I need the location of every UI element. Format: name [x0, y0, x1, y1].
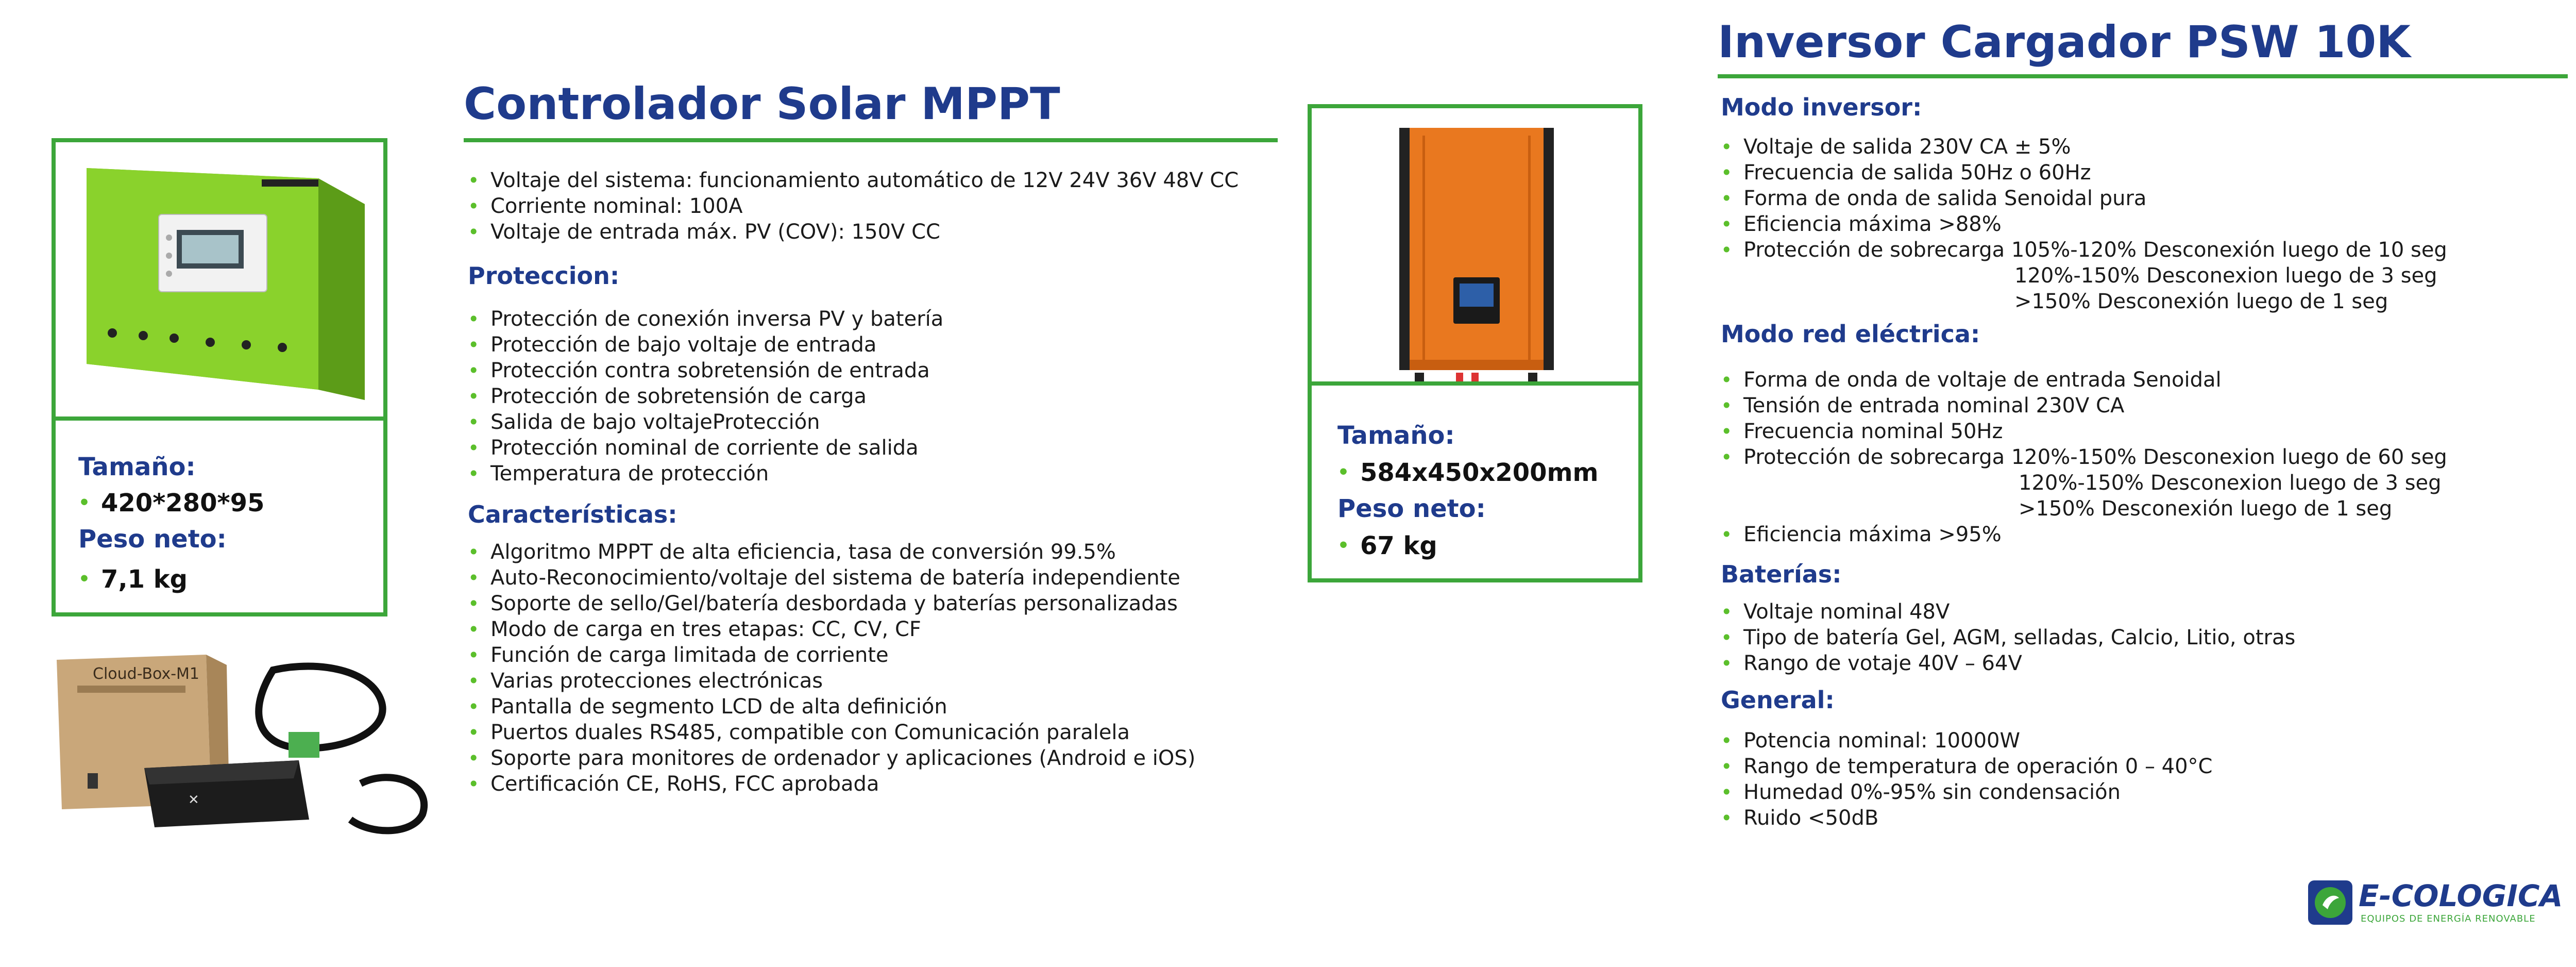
grid-mode-list	[1721, 367, 2447, 547]
logo-name: E-COLOGICA	[2359, 878, 2563, 913]
list-item: • Temperatura de protección	[468, 461, 943, 487]
inverter-drawing	[1394, 123, 1559, 386]
list-item: • Voltaje de salida 230V CA ± 5%	[1721, 134, 2447, 160]
list-item: • Rango de votaje 40V – 64V	[1721, 651, 2295, 676]
list-item: • Voltaje nominal 48V	[1721, 599, 2295, 625]
list-item: • Soporte para monitores de ordenador y aplicaciones (Android e iOS)	[468, 745, 1195, 771]
list-item: • Voltaje del sistema: funcionamiento automático de 12V 24V 36V 48V CC	[468, 168, 1239, 193]
list-item: • Protección de sobretensión de carga	[468, 384, 943, 409]
list-item: • Frecuencia nominal 50Hz	[1721, 419, 2447, 444]
inverter-image	[1394, 123, 1559, 386]
protection-heading: Proteccion:	[468, 262, 620, 290]
list-item: • Corriente nominal: 100A	[468, 193, 1239, 219]
logo-mark-icon	[2307, 879, 2353, 926]
list-item: • Algoritmo MPPT de alta eficiencia, tasa de conversión 99.5%	[468, 539, 1195, 565]
list-item: >150% Desconexión luego de 1 seg	[2014, 290, 2388, 313]
list-item: • Voltaje de entrada máx. PV (COV): 150V CC	[468, 219, 1239, 245]
list-item: • Modo de carga en tres etapas: CC, CV, CF	[468, 616, 1195, 642]
list-item: • Protección contra sobretensión de entrada	[468, 358, 943, 384]
controller-size-value: • 420*280*95	[78, 488, 264, 519]
list-item: • Tensión de entrada nominal 230V CA	[1721, 393, 2447, 419]
list-item: • Protección nominal de corriente de salida	[468, 435, 943, 461]
ecologica-logo	[2307, 876, 2563, 930]
inverter-weight-label: Peso neto:	[1337, 494, 1486, 523]
controller-size-label: Tamaño:	[78, 453, 196, 481]
controller-weight-value: • 7,1 kg	[78, 564, 264, 595]
general-heading: General:	[1721, 686, 1835, 714]
list-item: • Humedad 0%-95% sin condensación	[1721, 779, 2213, 805]
cloud-box-label: Cloud-Box-M1	[93, 665, 200, 683]
protection-list	[468, 306, 943, 487]
features-heading: Características:	[468, 501, 677, 528]
inverter-mode-list	[1721, 134, 2447, 314]
batteries-heading: Baterías:	[1721, 560, 1842, 588]
list-item: • Pantalla de segmento LCD de alta definición	[468, 694, 1195, 720]
list-item: • Protección de sobrecarga 105%-120% Desconexión luego de 10 seg	[1721, 237, 2447, 263]
list-item: • Tipo de batería Gel, AGM, selladas, Calcio, Litio, otras	[1721, 625, 2295, 651]
list-item: • Auto-Reconocimiento/voltaje del sistema de batería independiente	[468, 565, 1195, 591]
inverter-size-label: Tamaño:	[1337, 421, 1455, 450]
list-item: 120%-150% Desconexion luego de 3 seg	[2014, 264, 2437, 288]
inverter-product-card	[1308, 104, 1642, 582]
list-item: • Varias protecciones electrónicas	[468, 668, 1195, 694]
controller-title-rule	[464, 138, 1278, 142]
controller-weight-label: Peso neto:	[78, 525, 227, 554]
controller-title: Controlador Solar MPPT	[464, 78, 1060, 130]
controller-image	[76, 158, 365, 400]
list-item: • Función de carga limitada de corriente	[468, 642, 1195, 668]
list-item: • Eficiencia máxima >95%	[1721, 522, 2447, 547]
list-item: • Puertos duales RS485, compatible con Comunicación paralela	[468, 720, 1195, 745]
list-item: • Protección de conexión inversa PV y batería	[468, 306, 943, 332]
inverter-title-rule	[1718, 74, 2568, 78]
list-item: • Forma de onda de salida Senoidal pura	[1721, 186, 2447, 211]
inverter-mode-heading: Modo inversor:	[1721, 93, 1922, 121]
list-item: • Salida de bajo voltajeProtección	[468, 409, 943, 435]
list-item: • Certificación CE, RoHS, FCC aprobada	[468, 771, 1195, 797]
list-item: • Rango de temperatura de operación 0 – 40°C	[1721, 754, 2213, 779]
list-item: • Potencia nominal: 10000W	[1721, 728, 2213, 754]
controller-drawing	[76, 158, 365, 400]
features-list	[468, 539, 1195, 797]
list-item: 120%-150% Desconexion luego de 3 seg	[2019, 471, 2442, 495]
controller-product-card	[52, 138, 387, 616]
cloud-box-image	[52, 649, 443, 845]
svg-text:✕: ✕	[188, 792, 199, 808]
inverter-title: Inversor Cargador PSW 10K	[1718, 16, 2411, 68]
list-item: • Forma de onda de voltaje de entrada Senoidal	[1721, 367, 2447, 393]
list-item: • Protección de sobrecarga 120%-150% Desconexion luego de 60 seg	[1721, 444, 2447, 470]
general-list	[1721, 728, 2213, 831]
list-item: • Frecuencia de salida 50Hz o 60Hz	[1721, 160, 2447, 186]
list-item: • Protección de bajo voltaje de entrada	[468, 332, 943, 358]
list-item: • Eficiencia máxima >88%	[1721, 211, 2447, 237]
batteries-list	[1721, 599, 2295, 676]
inverter-size-value: • 584x450x200mm	[1337, 457, 1599, 488]
inverter-weight-value: • 67 kg	[1337, 530, 1599, 561]
logo-tagline: EQUIPOS DE ENERGÍA RENOVABLE	[2361, 913, 2536, 924]
list-item: • Ruido <50dB	[1721, 805, 2213, 831]
list-item: >150% Desconexión luego de 1 seg	[2019, 497, 2393, 521]
grid-mode-heading: Modo red eléctrica:	[1721, 320, 1980, 348]
list-item: • Soporte de sello/Gel/batería desbordada y baterías personalizadas	[468, 591, 1195, 616]
controller-spec-list	[468, 168, 1239, 245]
